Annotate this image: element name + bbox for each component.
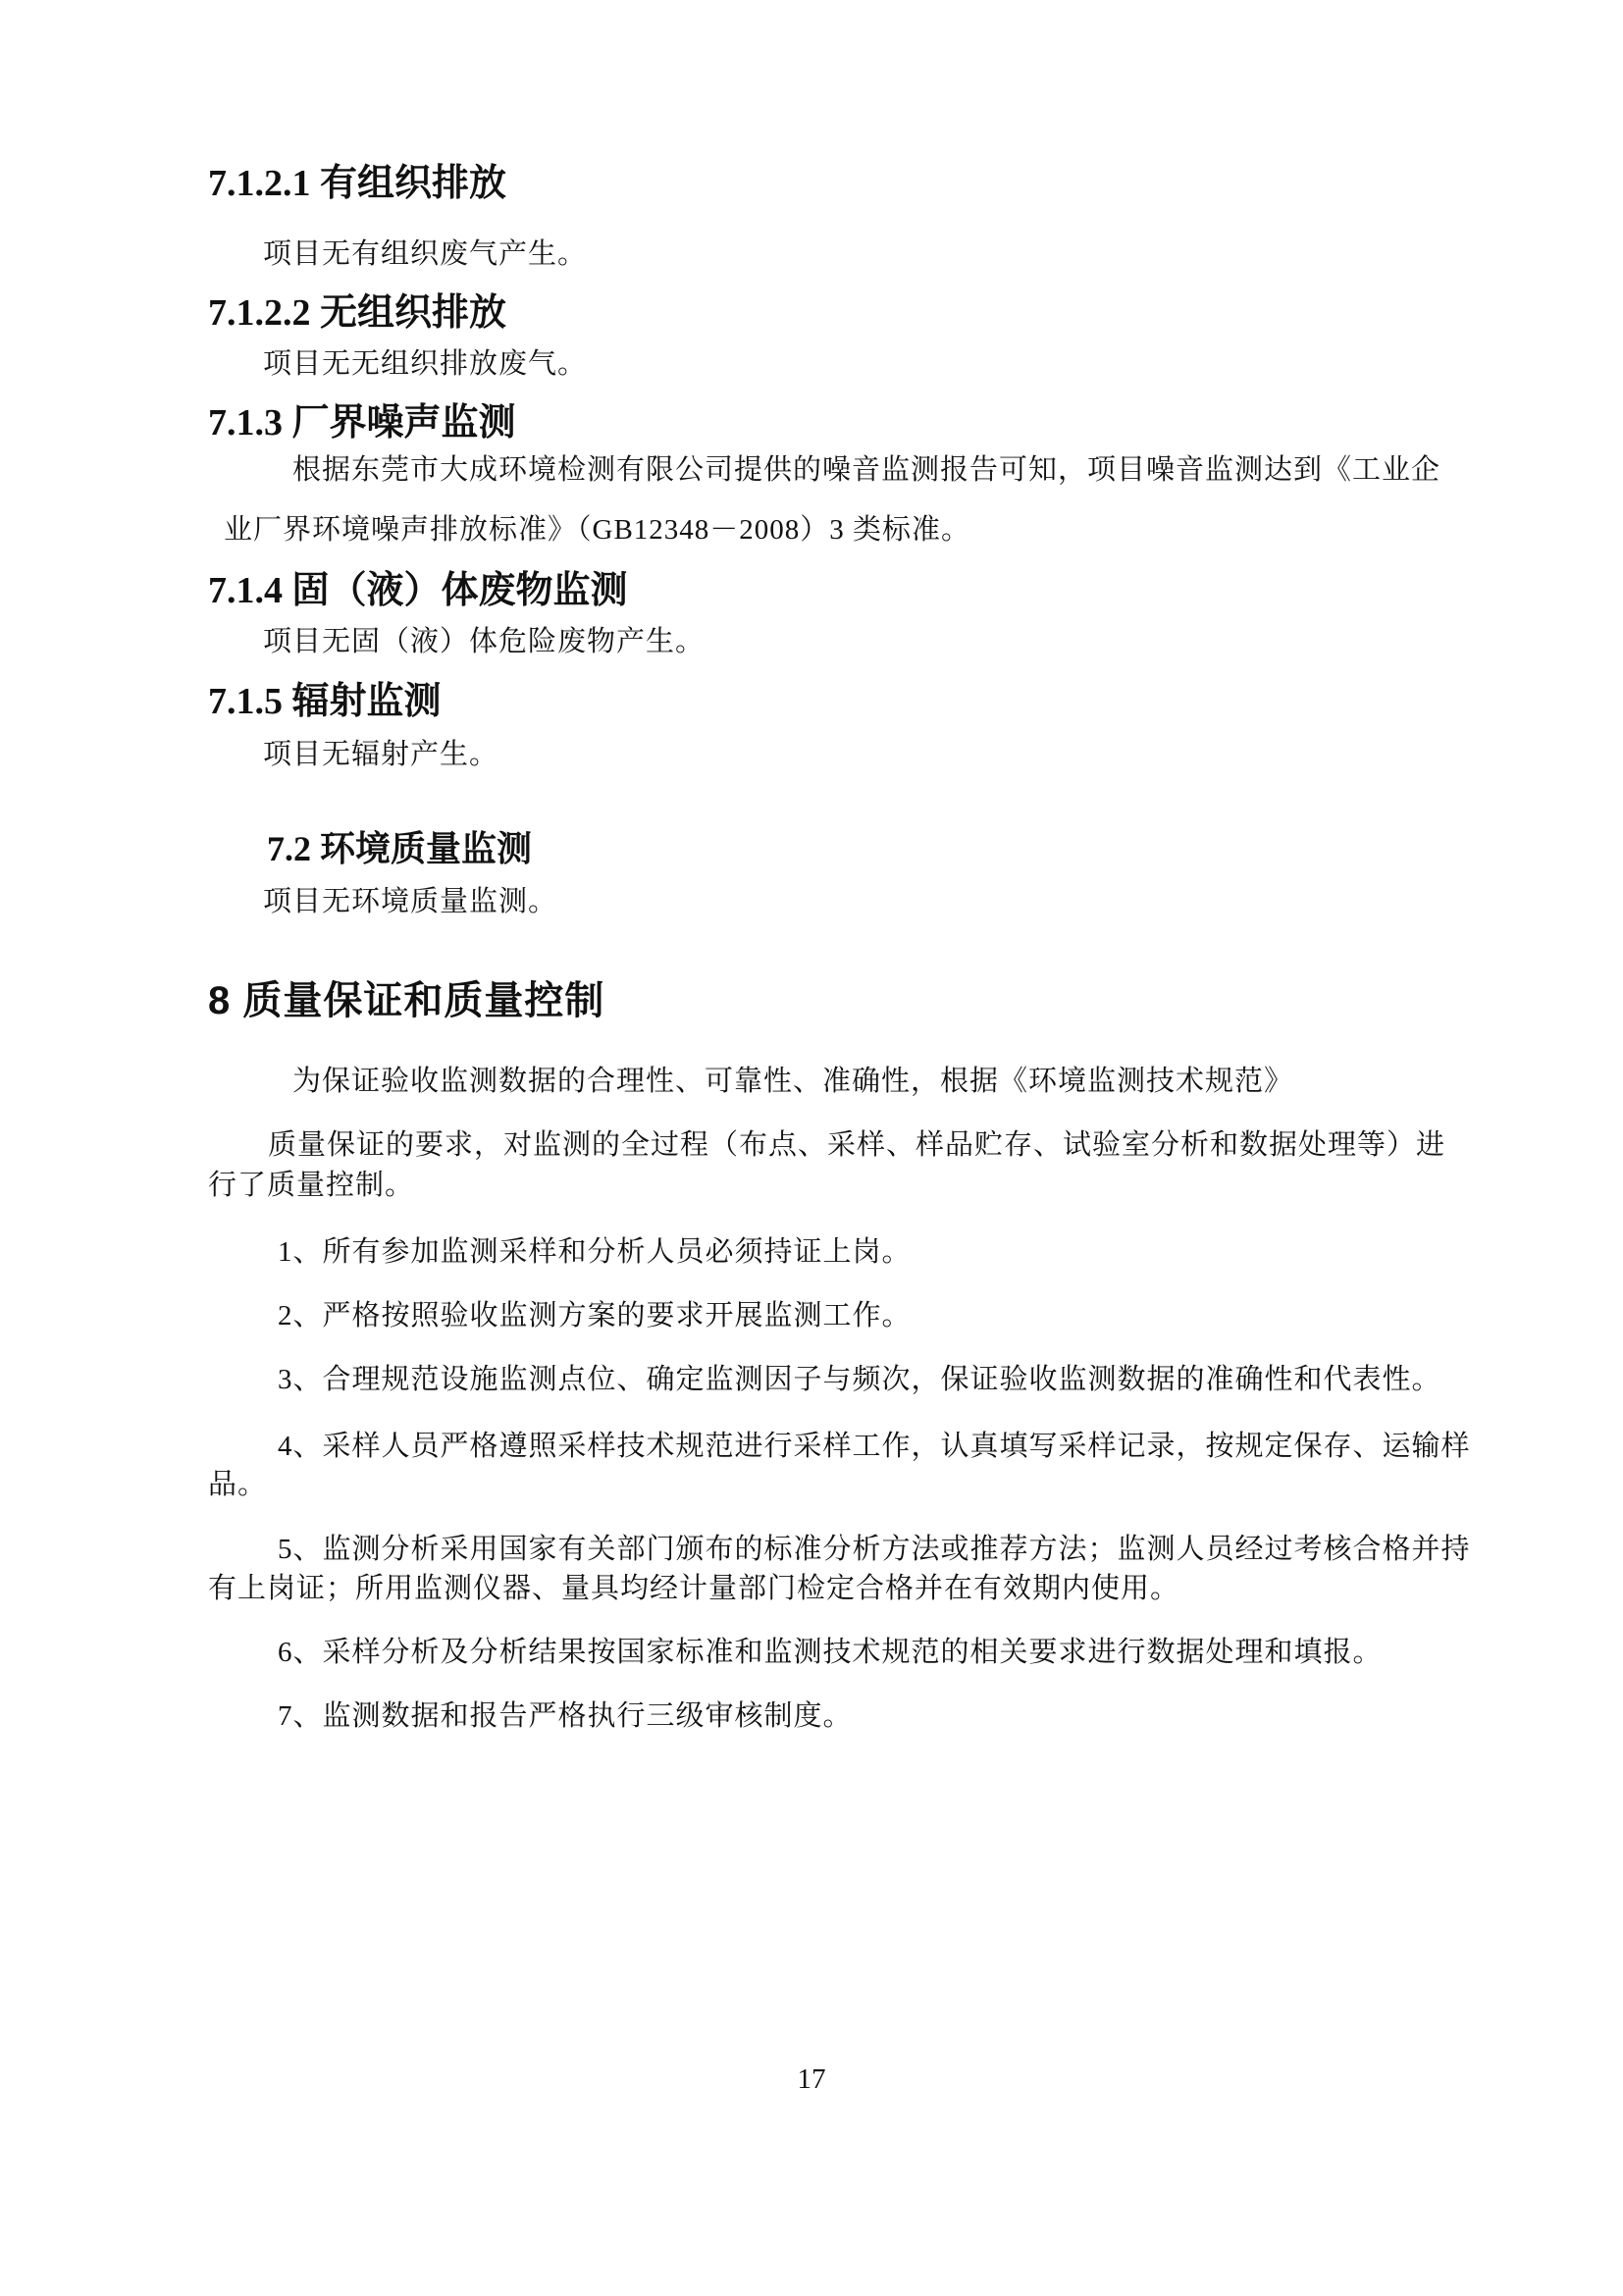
list-item-4-line1: 4、采样人员严格遵照采样技术规范进行采样工作，认真填写采样记录，按规定保存、运输样: [278, 1431, 1471, 1462]
list-item-5-line2: 有上岗证；所用监测仪器、量具均经计量部门检定合格并在有效期内使用。: [208, 1573, 1180, 1604]
paragraph-8-intro-line1: 为保证验收监测数据的合理性、可靠性、准确性，根据《环境监测技术规范》: [292, 1066, 1294, 1097]
list-item-4-line2: 品。: [208, 1469, 268, 1500]
list-item-6: 6、采样分析及分析结果按国家标准和监测技术规范的相关要求进行数据处理和填报。: [278, 1637, 1383, 1668]
paragraph-7122: 项目无无组织排放废气。: [263, 348, 588, 380]
section-heading-72: 7.2 环境质量监测: [267, 829, 533, 868]
list-item-5-line1: 5、监测分析采用国家有关部门颁布的标准分析方法或推荐方法；监测人员经过考核合格并持: [278, 1534, 1471, 1565]
list-item-1: 1、所有参加监测采样和分析人员必须持证上岗。: [278, 1236, 912, 1268]
section-heading-715: 7.1.5 辐射监测: [208, 681, 442, 722]
paragraph-8-intro-line3: 行了质量控制。: [208, 1170, 415, 1201]
paragraph-7121: 项目无有组织废气产生。: [263, 238, 588, 270]
chapter-heading-8: 8 质量保证和质量控制: [208, 979, 605, 1022]
paragraph-8-intro-line2: 质量保证的要求，对监测的全过程（布点、采样、样品贮存、试验室分析和数据处理等）进: [268, 1129, 1446, 1161]
section-heading-713: 7.1.3 厂界噪声监测: [208, 402, 516, 444]
list-item-3: 3、合理规范设施监测点位、确定监测因子与频次，保证验收监测数据的准确性和代表性。: [278, 1364, 1441, 1395]
paragraph-713-line2: 业厂界环境噪声排放标准》（GB12348－2008）3 类标准。: [224, 514, 971, 546]
list-item-7: 7、监测数据和报告严格执行三级审核制度。: [278, 1700, 853, 1732]
list-item-2: 2、严格按照验收监测方案的要求开展监测工作。: [278, 1300, 912, 1331]
section-heading-7121: 7.1.2.1 有组织排放: [208, 163, 507, 204]
paragraph-713-line1: 根据东莞市大成环境检测有限公司提供的噪音监测报告可知，项目噪音监测达到《工业企: [292, 454, 1441, 486]
section-heading-714: 7.1.4 固（液）体废物监测: [208, 570, 628, 611]
page-number: 17: [797, 2063, 826, 2095]
paragraph-72: 项目无环境质量监测。: [263, 886, 558, 917]
paragraph-715: 项目无辐射产生。: [263, 739, 499, 770]
section-heading-7122: 7.1.2.2 无组织排放: [208, 292, 507, 334]
paragraph-714: 项目无固（液）体危险废物产生。: [263, 626, 706, 657]
